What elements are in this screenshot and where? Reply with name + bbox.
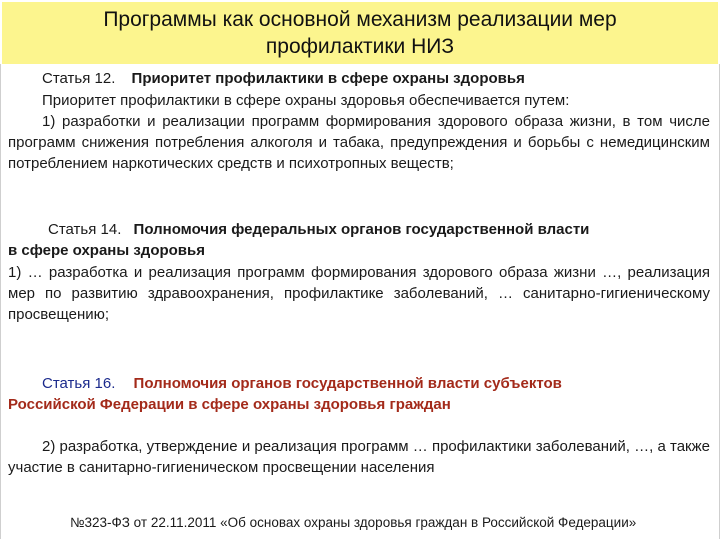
article-16-item-2: 2) разработка, утверждение и реализация программ … профилактики заболеваний, …, а также участие в санитарно-гигиеническом просвещении населения	[8, 438, 710, 476]
article-12-heading	[8, 68, 710, 89]
article-14-heading	[8, 219, 710, 261]
article-14-item-1: 1) … разработка и реализация программ формирования здорового образа жизни …, реализация мер по развитию здравоохранения, профилактике заболеваний, … санитарно-гигиеническому просвещению;	[8, 264, 710, 323]
article-16-title-line-2: Российской Федерации в сфере охраны здоровья граждан	[8, 396, 451, 413]
article-12-number: Статья 12.	[42, 70, 116, 87]
slide-title-line-1: Программы как основной механизм реализации мер	[103, 8, 617, 31]
article-16-number: Статья 16.	[42, 375, 116, 392]
law-reference-footer: №323-ФЗ от 22.11.2011 «Об основах охраны здоровья граждан в Российской Федерации»	[70, 515, 637, 530]
article-16-heading	[8, 373, 710, 415]
article-16-title-line-1: Полномочия органов государственной власти субъектов	[133, 375, 562, 392]
article-14-title-line-2: в сфере охраны здоровья	[8, 242, 206, 259]
article-12-title: Приоритет профилактики в сфере охраны здоровья	[131, 70, 525, 87]
slide-title-line-2: профилактики НИЗ	[265, 35, 455, 58]
article-12-intro: Приоритет профилактики в сфере охраны здоровья обеспечивается путем:	[42, 92, 570, 109]
slide-title-banner	[2, 2, 718, 64]
article-12-item-1: 1) разработки и реализации программ формирования здорового образа жизни, в том числе программ снижения потребления алкоголя и табака, предупреждения и борьбы с немедицинским потреблением наркотических средств и психотропных веществ;	[8, 113, 710, 172]
article-14-number: Статья 14.	[48, 221, 122, 238]
article-14-title-line-1: Полномочия федеральных органов государственной власти	[133, 221, 590, 238]
